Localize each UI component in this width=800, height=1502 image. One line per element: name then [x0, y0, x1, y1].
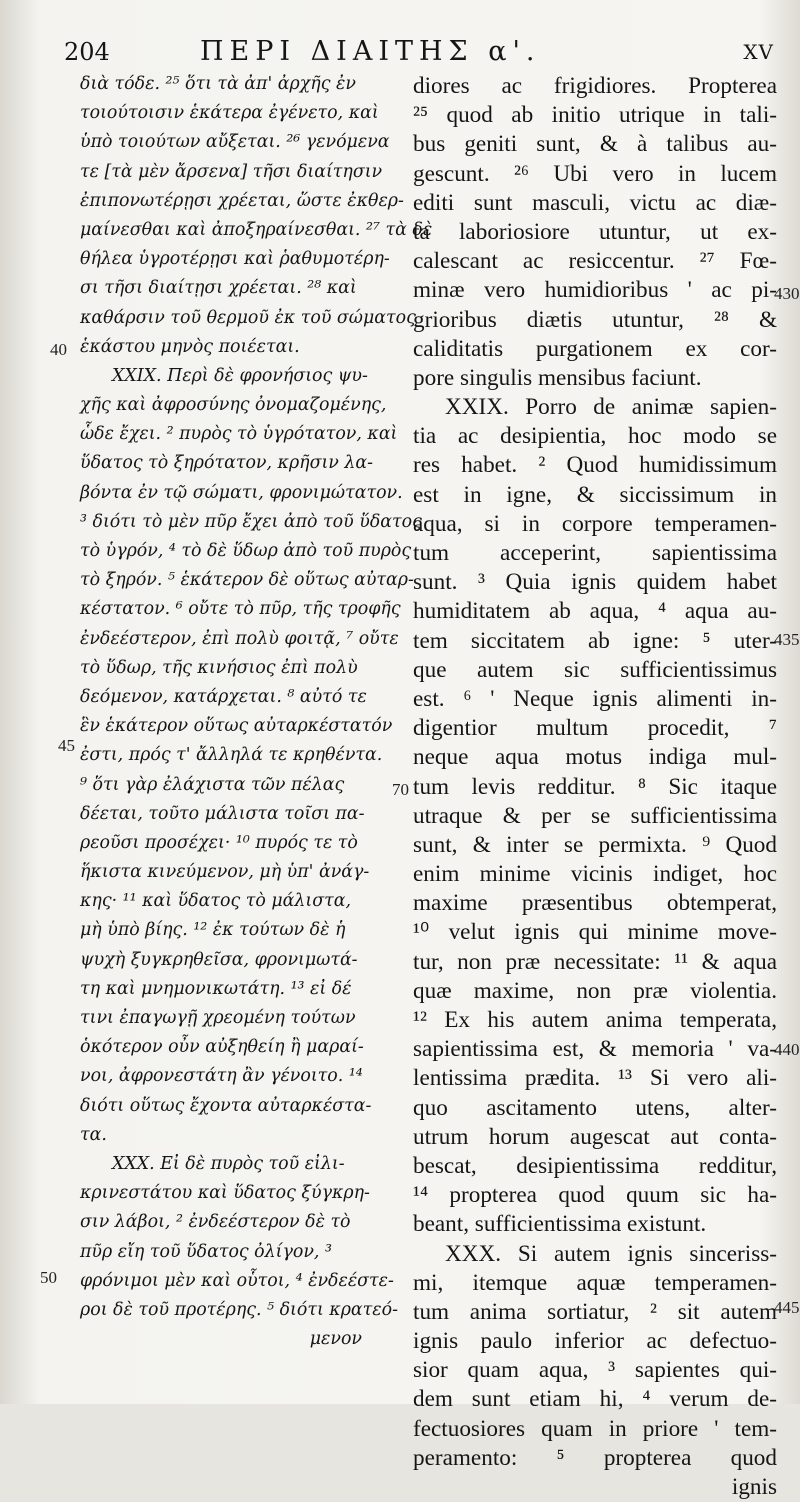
- latin-line: tur, non præ necessitate: ¹¹ & aqua: [413, 948, 777, 975]
- greek-line: ὧδε ἔχει. ² πυρὸς τὸ ὑγρότατον, καὶ: [80, 424, 398, 445]
- greek-line: ³ διότι τὸ μὲν πῦρ ἔχει ἀπὸ τοῦ ὕδατος: [80, 511, 422, 532]
- latin-line: beant, sufficientissima existunt.: [413, 1211, 707, 1238]
- latin-line: bescat, desipientissima redditur,: [413, 1152, 777, 1179]
- latin-line: dem sunt etiam hi, ⁴ verum de-: [413, 1386, 777, 1413]
- greek-line: XXIX. Περὶ δὲ φρονήσιος ψυ-: [112, 365, 368, 386]
- latin-line: sunt. ³ Quia ignis quidem habet: [413, 569, 777, 596]
- latin-line: minæ vero humidioribus ' ac pi-: [413, 277, 777, 304]
- latin-line: tum anima sortiatur, ² sit autem: [413, 1298, 777, 1325]
- greek-line: τοιούτοισιν ἑκάτερα ἐγένετο, καὶ: [80, 103, 379, 124]
- latin-line: neque aqua motus indiga mul-: [413, 744, 777, 771]
- latin-line: maxime præsentibus obtemperat,: [413, 890, 777, 917]
- greek-line: κης· ¹¹ καὶ ὕδατος τὸ μάλιστα,: [80, 891, 351, 912]
- latin-line: lentissima prædita. ¹³ Si vero ali-: [413, 1065, 777, 1092]
- greek-line: κέστατον. ⁶ οὔτε τὸ πῦρ, τῆς τροφῆς: [80, 599, 401, 620]
- margin-number-430: 430: [774, 284, 800, 303]
- greek-line: τε [τὰ μὲν ἄρσενα] τῆσι διαίτησιν: [80, 161, 383, 182]
- latin-line: mi, itemque aquæ temperamen-: [413, 1269, 777, 1296]
- greek-line: δέεται, τοῦτο μάλιστα τοῖσι πα-: [80, 803, 365, 824]
- latin-line: fectuosiores quam in priore ' tem-: [413, 1415, 777, 1442]
- greek-line: τὸ ὑγρόν, ⁴ τὸ δὲ ὕδωρ ἀπὸ τοῦ πυρὸς: [80, 541, 412, 561]
- greek-line: ἐπιπονωτέρῃσι χρέεται, ὥστε ἐκθερ-: [80, 190, 404, 211]
- greek-line: τη καὶ μνημονικωτάτη. ¹³ εἰ δέ: [80, 978, 352, 999]
- greek-line: ἓν ἑκάτερον οὕτως αὐταρκέστατόν: [80, 716, 393, 737]
- greek-line: μὴ ὑπὸ βίης. ¹² ἐκ τούτων δὲ ἡ: [80, 920, 346, 941]
- latin-line: ¹² Ex his autem anima temperata,: [413, 1007, 777, 1033]
- greek-line: ὁκότερον οὖν αὐξηθείη ἢ μαραί-: [80, 1037, 364, 1058]
- greek-line: βόντα ἐν τῷ σώματι, φρονιμώτατον.: [80, 482, 403, 503]
- greek-line: ροι δὲ τοῦ προτέρης. ⁵ διότι κρατεό-: [80, 1299, 398, 1320]
- latin-line: grioribus diætis utuntur, ²⁸ &: [413, 306, 777, 333]
- greek-line: διὰ τόδε. ²⁵ ὅτι τὰ ἀπ' ἀρχῆς ἐν: [80, 74, 356, 94]
- greek-line: XXX. Εἰ δὲ πυρὸς τοῦ εἰλι-: [112, 1153, 345, 1174]
- margin-number-40: 40: [50, 340, 67, 359]
- greek-line: μαίνεσθαι καὶ ἀποξηραίνεσθαι. ²⁷ τὰ δὲ: [80, 219, 433, 240]
- latin-line: peramento: ⁵ propterea quod: [413, 1444, 777, 1471]
- greek-line: ἥκιστα κινεύμενον, μὴ ὑπ' ἀνάγ-: [80, 862, 370, 883]
- latin-line: ¹⁴ propterea quod quum sic ha-: [413, 1182, 777, 1209]
- latin-line: digentior multum procedit, ⁷: [413, 715, 777, 742]
- margin-number-445: 445: [774, 1298, 800, 1317]
- latin-line: ignis paulo inferior ac defectuo-: [413, 1328, 777, 1355]
- greek-text-column: [80, 70, 433, 1354]
- greek-line: ἑκάστου μηνὸς ποιέεται.: [80, 336, 300, 357]
- latin-line: humiditatem ab aqua, ⁴ aqua au-: [413, 598, 777, 625]
- latin-line: gescunt. ²⁶ Ubi vero in lucem: [413, 160, 777, 187]
- latin-line: tem siccitatem ab igne: ⁵ uter-: [413, 627, 777, 654]
- greek-line: ὑπὸ τοιούτων αὔξεται. ²⁶ γενόμενα: [80, 132, 390, 153]
- latin-line: sunt, & inter se permixta. ⁹ Quod: [413, 831, 777, 858]
- margin-number-435: 435: [774, 630, 800, 649]
- latin-line: aqua, si in corpore temperamen-: [413, 510, 777, 537]
- greek-line: τὸ ὕδωρ, τῆς κινήσιος ἐπὶ πολὺ: [80, 657, 358, 678]
- latin-line: est. ⁶ ' Neque ignis alimenti in-: [413, 685, 777, 712]
- greek-line: διότι οὕτως ἔχοντα αὐταρκέστα-: [80, 1095, 372, 1116]
- page-number: 204: [64, 38, 110, 66]
- latin-text-column: [413, 72, 777, 1502]
- greek-line: κρινεστάτου καὶ ὕδατος ξύγκρη-: [80, 1183, 370, 1204]
- margin-number-50: 50: [40, 1268, 57, 1287]
- greek-line: τινι ἐπαγωγῇ χρεομένη τούτων: [80, 1008, 356, 1028]
- greek-line: ⁹ ὅτι γὰρ ἐλάχιστα τῶν πέλας: [80, 774, 345, 795]
- greek-line: ἐνδεέστερον, ἐπὶ πολὺ φοιτᾷ, ⁷ οὔτε: [80, 628, 399, 649]
- greek-line: φρόνιμοι μὲν καὶ οὗτοι, ⁴ ἐνδεέστε-: [80, 1270, 394, 1291]
- margin-number-70: 70: [392, 780, 409, 799]
- latin-line: sior quam aqua, ³ sapientes qui-: [413, 1357, 777, 1384]
- greek-line: σιν λάβοι, ² ἐνδεέστερον δὲ τὸ: [80, 1212, 351, 1233]
- signature-mark: XV: [743, 40, 774, 64]
- margin-number-440: 440: [774, 1040, 800, 1059]
- greek-line: νοι, ἀφρονεστάτη ἂν γένοιτο. ¹⁴: [80, 1066, 363, 1087]
- greek-line: δεόμενον, κατάρχεται. ⁸ αὐτό τε: [80, 686, 367, 707]
- latin-line: diores ac frigidiores. Propterea: [413, 73, 777, 99]
- latin-line: editi sunt masculi, victu ac diæ-: [413, 189, 777, 216]
- latin-line: ignis: [731, 1474, 777, 1500]
- latin-line: ²⁵ quod ab initio utrique in tali-: [413, 102, 777, 129]
- greek-line: ψυχὴ ξυγκρηθεῖσα, φρονιμωτά-: [80, 949, 358, 970]
- greek-line: χῆς καὶ ἀφροσύνης ὀνομαζομένης,: [80, 395, 387, 416]
- latin-line: sapientissima est, & memoria ' va-: [413, 1036, 777, 1063]
- greek-line: ὕδατος τὸ ξηρότατον, κρῆσιν λα-: [80, 453, 374, 474]
- latin-line: utraque & per se sufficientissima: [413, 802, 777, 829]
- latin-line: tum levis redditur. ⁸ Sic itaque: [413, 773, 777, 800]
- latin-line: XXIX. Porro de animæ sapien-: [445, 394, 777, 421]
- latin-line: est in igne, & siccissimum in: [413, 481, 777, 508]
- latin-line: caliditatis purgationem ex cor-: [413, 335, 777, 362]
- latin-line: tum acceperint, sapientissima: [413, 540, 777, 566]
- greek-line: πῦρ εἴη τοῦ ὕδατος ὀλίγον, ³: [80, 1241, 332, 1262]
- greek-line: τὸ ξηρόν. ⁵ ἑκάτερον δὲ οὕτως αὐταρ-: [80, 570, 414, 591]
- latin-line: calescant ac resiccentur. ²⁷ Fœ-: [413, 248, 777, 275]
- greek-line: σι τῆσι διαίτῃσι χρέεται. ²⁸ καὶ: [80, 278, 357, 299]
- latin-line: ¹⁰ velut ignis qui minime move-: [413, 919, 777, 946]
- latin-line: bus geniti sunt, & à talibus au-: [413, 131, 777, 158]
- latin-line: ta laboriosiore utuntur, ut ex-: [413, 218, 777, 245]
- greek-line: τα.: [80, 1124, 107, 1145]
- greek-line: θήλεα ὑγροτέρῃσι καὶ ῥαθυμοτέρη-: [80, 249, 390, 270]
- latin-line: utrum horum augescat aut conta-: [413, 1123, 777, 1150]
- greek-line: καθάρσιν τοῦ θερμοῦ ἐκ τοῦ σώματος: [80, 307, 416, 328]
- latin-line: pore singulis mensibus faciunt.: [413, 364, 702, 391]
- latin-line: enim minime vicinis indiget, hoc: [413, 861, 777, 888]
- latin-line: quæ maxime, non præ violentia.: [413, 977, 777, 1004]
- margin-number-45: 45: [58, 736, 75, 755]
- greek-line: ρεοῦσι προσέχει· ¹⁰ πυρός τε τὸ: [80, 832, 358, 853]
- greek-line: μενον: [309, 1329, 362, 1350]
- running-header: [64, 30, 784, 70]
- greek-line: ἐστι, πρός τ' ἄλληλά τε κρηθέντα.: [80, 745, 383, 766]
- latin-line: quo ascitamento utens, alter-: [413, 1094, 777, 1121]
- latin-line: XXX. Si autem ignis sinceriss-: [445, 1240, 777, 1267]
- latin-line: tia ac desipientia, hoc modo se: [413, 423, 777, 450]
- latin-line: res habet. ² Quod humidissimum: [413, 452, 777, 479]
- latin-line: que autem sic sufficientissimus: [413, 656, 777, 683]
- running-title: ΠΕΡΙ ΔΙΑΙΤΗΣ α'.: [200, 36, 541, 67]
